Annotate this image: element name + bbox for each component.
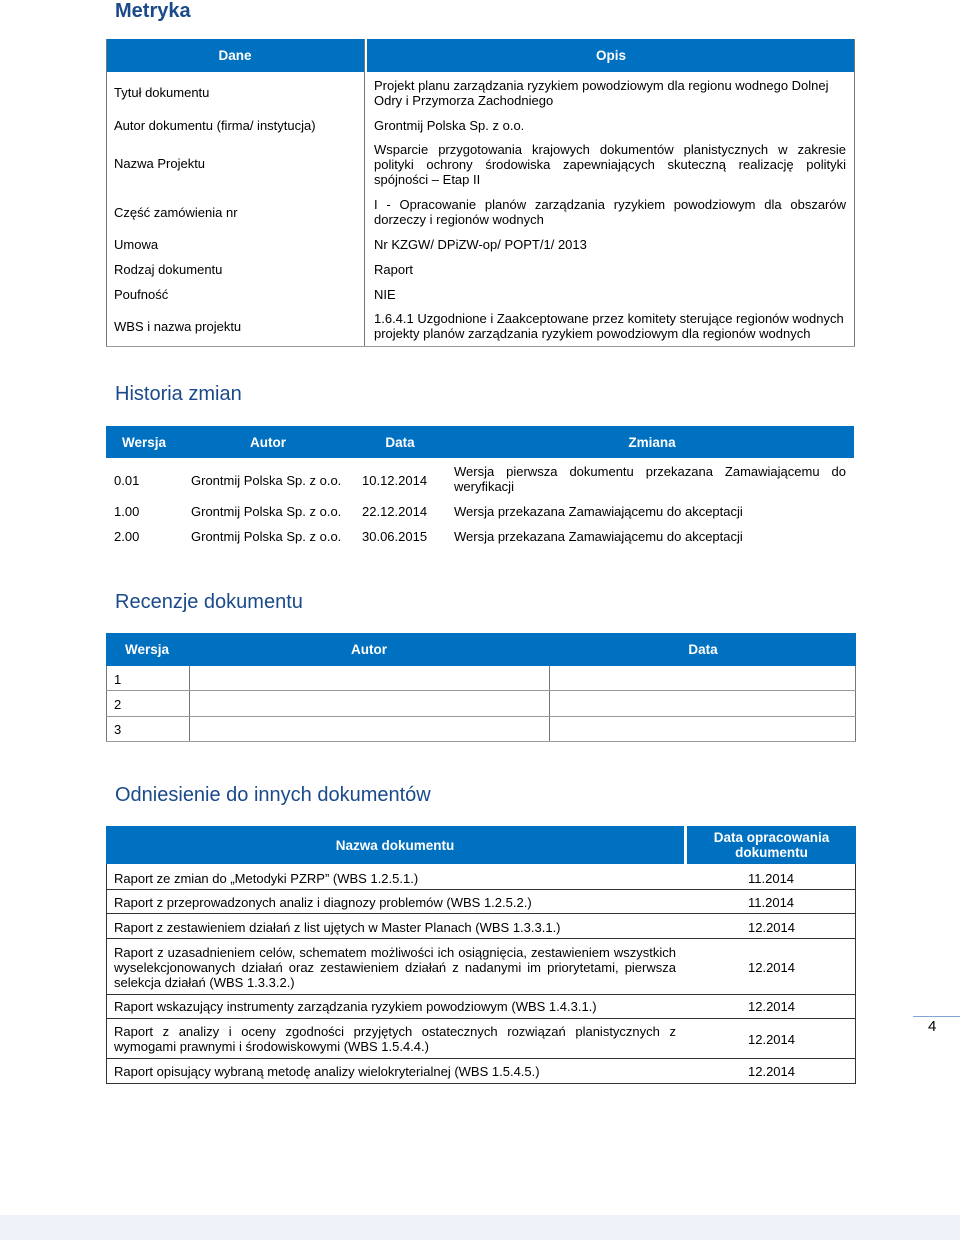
metryka-label: Umowa	[114, 236, 159, 252]
historia-header-zmiana: Zmiana	[450, 426, 854, 458]
metryka-header-opis: Opis	[367, 39, 855, 72]
recenzje-wersja: 1	[114, 672, 122, 687]
recenzje-header-data: Data	[550, 633, 856, 666]
odniesienie-data: 12.2014	[748, 920, 795, 935]
historia-autor: Grontmij Polska Sp. z o.o.	[191, 472, 342, 488]
odniesienie-data: 11.2014	[748, 871, 795, 886]
historia-zmiana: Wersja pierwsza dokumentu przekazana Zamawiającemu do weryfikacji	[454, 464, 846, 494]
page-bottom-band	[0, 1215, 960, 1240]
metryka-label: Tytuł dokumentu	[114, 84, 210, 100]
metryka-header-dane: Dane	[106, 39, 364, 72]
page-number-rule	[913, 1016, 960, 1017]
odniesienie-data: 12.2014	[748, 1032, 795, 1047]
metryka-value: I - Opracowanie planów zarządzania ryzykiem powodziowym dla obszarów dorzeczy i regionów wodnych	[374, 197, 846, 227]
metryka-label: Autor dokumentu (firma/ instytucja)	[114, 117, 316, 133]
odniesienie-nazwa: Raport z przeprowadzonych analiz i diagnozy problemów (WBS 1.2.5.2.)	[114, 895, 532, 910]
metryka-value: Wsparcie przygotowania krajowych dokumentów planistycznych w zakresie polityki ochrony środowiska zapewniających skuteczną realizację polityki spójności – Etap II	[374, 142, 846, 187]
odniesienie-header-data: Data opracowania dokumentu	[687, 826, 856, 864]
historia-autor: Grontmij Polska Sp. z o.o.	[191, 529, 342, 544]
metryka-heading: Metryka	[115, 0, 191, 22]
odniesienie-data: 12.2014	[748, 960, 795, 975]
odniesienie-nazwa: Raport wskazujący instrumenty zarządzania ryzykiem powodziowym (WBS 1.4.3.1.)	[114, 999, 597, 1014]
page-number: 4	[928, 1018, 937, 1035]
odniesienie-data: 11.2014	[748, 895, 795, 910]
historia-wersja: 2.00	[114, 529, 140, 544]
historia-wersja: 1.00	[114, 504, 140, 519]
odniesienie-nazwa: Raport opisujący wybraną metodę analizy wielokryterialnej (WBS 1.5.4.5.)	[114, 1064, 540, 1079]
historia-data: 22.12.2014	[362, 504, 428, 519]
historia-zmiana: Wersja przekazana Zamawiającemu do akceptacji	[454, 504, 743, 519]
odniesienie-nazwa: Raport z analizy i oceny zgodności przyjętych ostatecznych rozwiązań planistycznych z wymogami prawnymi i środowiskowymi (WBS 1.5.4.4.)	[114, 1024, 676, 1054]
odniesienie-nazwa: Raport ze zmian do „Metodyki PZRP” (WBS 1.2.5.1.)	[114, 871, 419, 886]
historia-header-wersja: Wersja	[106, 426, 182, 458]
recenzje-wersja: 3	[114, 722, 122, 737]
metryka-value: Nr KZGW/ DPiZW-op/ POPT/1/ 2013	[374, 237, 587, 252]
metryka-label: WBS i nazwa projektu	[114, 318, 242, 334]
recenzje-wersja: 2	[114, 697, 122, 712]
metryka-value: Raport	[374, 262, 414, 277]
metryka-value: Projekt planu zarządzania ryzykiem powodziowym dla regionu wodnego Dolnej Odry i Przymorza Zachodniego	[374, 78, 829, 108]
odniesienie-header-nazwa: Nazwa dokumentu	[106, 826, 684, 864]
historia-data: 30.06.2015	[362, 529, 428, 544]
historia-data: 10.12.2014	[362, 472, 428, 488]
metryka-label: Poufność	[114, 286, 169, 302]
metryka-value: 1.6.4.1 Uzgodnione i Zaakceptowane przez komitety sterujące regionów wodnych projekty planów zarządzania ryzykiem powodziowym dla regionów wodnych	[374, 311, 844, 341]
recenzje-header-wersja: Wersja	[106, 633, 188, 666]
odniesienie-data: 12.2014	[748, 1064, 795, 1079]
historia-autor: Grontmij Polska Sp. z o.o.	[191, 504, 342, 519]
historia-header-autor: Autor	[186, 426, 350, 458]
odniesienie-data: 12.2014	[748, 999, 795, 1014]
metryka-value: Grontmij Polska Sp. z o.o.	[374, 118, 525, 133]
metryka-label: Rodzaj dokumentu	[114, 261, 223, 277]
metryka-label: Część zamówienia nr	[114, 204, 238, 220]
historia-zmiana: Wersja przekazana Zamawiającemu do akceptacji	[454, 529, 743, 544]
odniesienie-nazwa: Raport z uzasadnieniem celów, schematem możliwości ich osiągnięcia, zestawieniem wszystkich wyselekcjonowanych działań oraz zestawieniem działań z nadanymi im priorytetami, pierwsza selekcja działań (WBS 1.3.3.2.)	[114, 945, 676, 990]
historia-header-data: Data	[354, 426, 446, 458]
historia-wersja: 0.01	[114, 472, 140, 488]
historia-heading: Historia zmian	[115, 383, 242, 405]
metryka-label: Nazwa Projektu	[114, 155, 206, 171]
odniesienie-heading: Odniesienie do innych dokumentów	[115, 784, 431, 806]
metryka-value: NIE	[374, 287, 396, 302]
recenzje-header-autor: Autor	[190, 633, 548, 666]
odniesienie-nazwa: Raport z zestawieniem działań z list ujętych w Master Planach (WBS 1.3.3.1.)	[114, 920, 561, 935]
recenzje-heading: Recenzje dokumentu	[115, 591, 303, 613]
